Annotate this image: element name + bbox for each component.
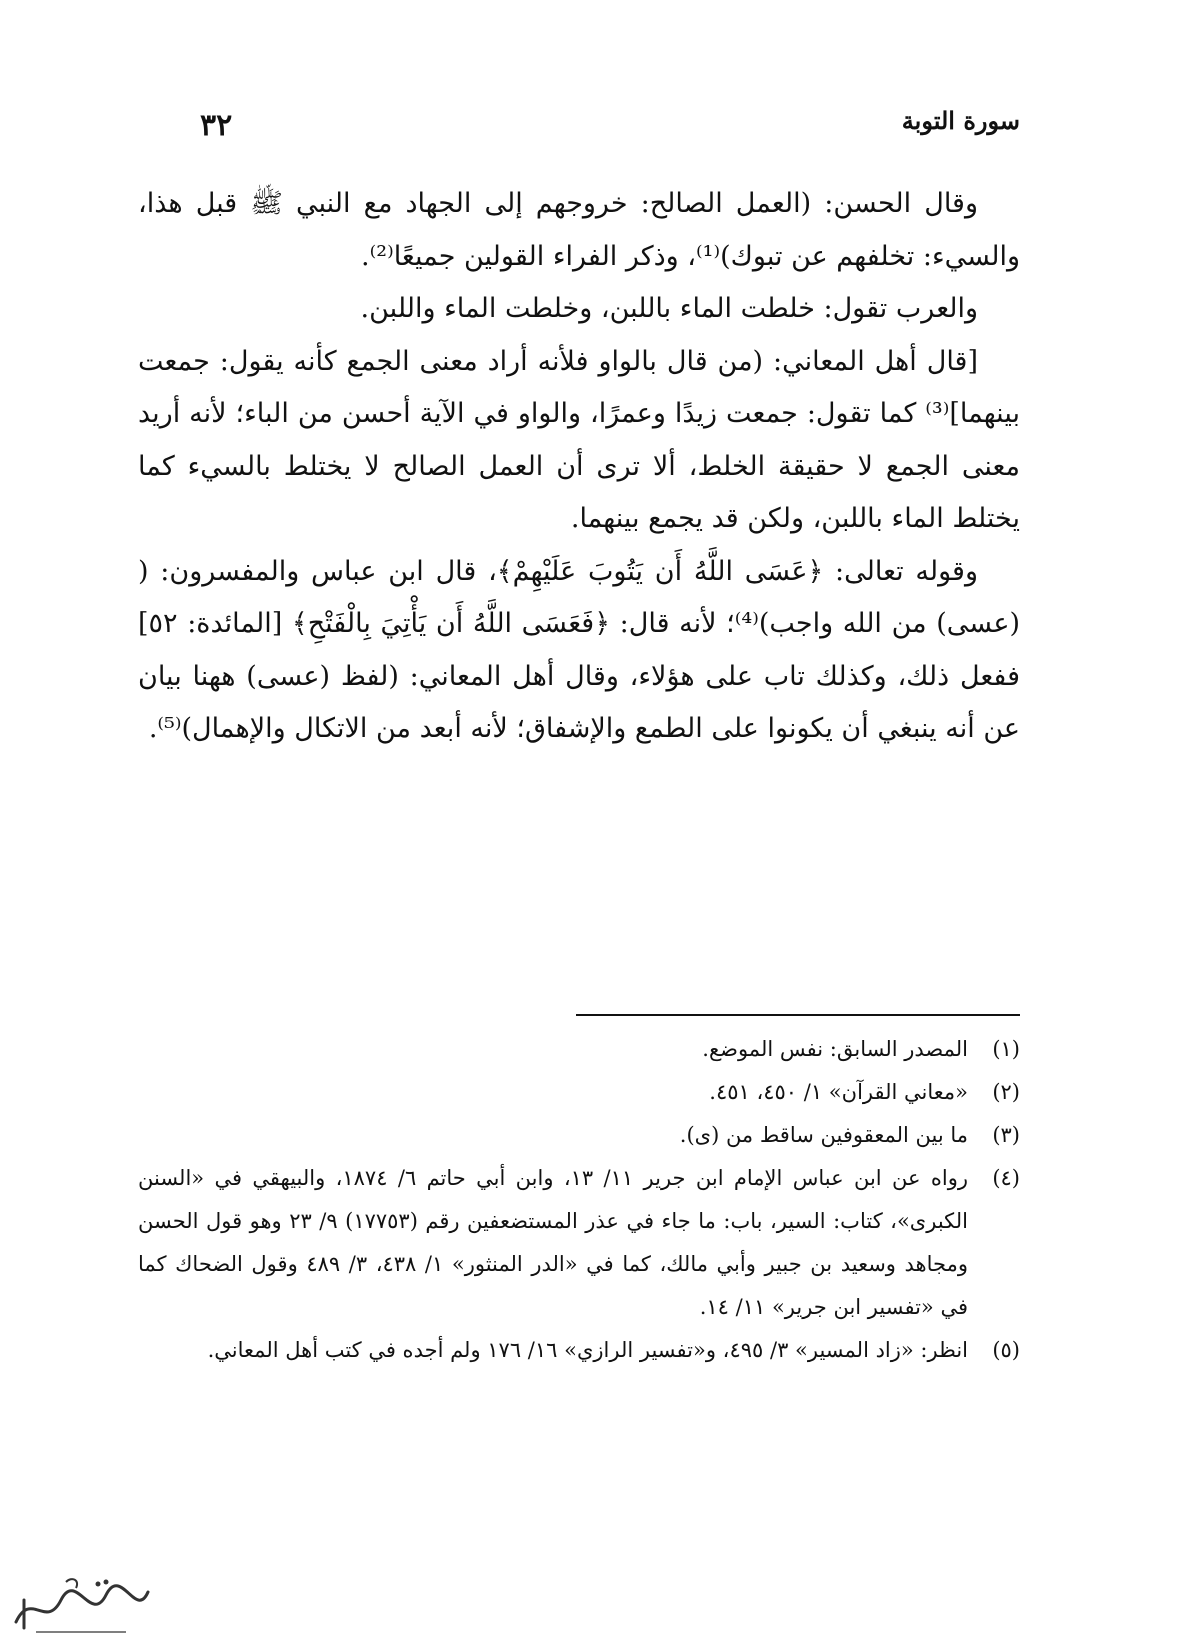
footnote (138, 1114, 1020, 1157)
footnote (138, 1157, 1020, 1329)
footnote-number: (٥) (992, 1338, 1020, 1362)
footnote-text: انظر: «زاد المسير» ٣/ ٤٩٥، و«تفسير الرازي» ١٦/ ١٧٦ ولم أجده في كتب أهل المعاني. (207, 1338, 968, 1362)
watermark-logo (6, 1570, 156, 1640)
footnote (138, 1071, 1020, 1114)
main-text (138, 178, 1020, 756)
footnote-number: (٣) (992, 1123, 1020, 1147)
footnote-text: رواه عن ابن عباس الإمام ابن جرير ١١/ ١٣، وابن أبي حاتم ٦/ ١٨٧٤، والبيهقي في «السنن الكبرى»، كتاب: السير، باب: ما جاء في عذر المستضعفين رقم (١٧٧٥٣) ٩/ ٢٣ وهو قول الحسن ومجاهد وسعيد بن جبير وأبي مالك، كما في «الدر المنثور» ١/ ٤٣٨، ٣/ ٤٨٩ وقول الضحاك كما في «تفسير ابن جرير» ١١/ ١٤. (138, 1166, 968, 1319)
footnote (138, 1329, 1020, 1372)
footnote-divider (576, 1014, 1020, 1016)
footnote-text: ما بين المعقوفين ساقط من (ى). (679, 1123, 968, 1147)
page-header (200, 100, 1020, 150)
footnote-number: (٢) (992, 1080, 1020, 1104)
footnote-number: (١) (992, 1037, 1020, 1061)
running-title: سورة التوبة (901, 106, 1020, 135)
paragraph: وقوله تعالى: ﴿عَسَى اللَّهُ أَن يَتُوبَ عَلَيْهِمْ﴾، قال ابن عباس والمفسرون: ( (عسى) من الله واجب)⁽⁴⁾؛ لأنه قال: ﴿فَعَسَى اللَّهُ أَن يَأْتِيَ بِالْفَتْحِ﴾ [المائدة: ٥٢] ففعل ذلك، وكذلك تاب على هؤلاء، وقال أهل المعاني: (لفظ (عسى) ههنا بيان عن أنه ينبغي أن يكونوا على الطمع والإشفاق؛ لأنه أبعد من الاتكال والإهمال)⁽⁵⁾. (138, 555, 1020, 744)
paragraph: وقال الحسن: (العمل الصالح: خروجهم إلى الجهاد مع النبي ﷺ قبل هذا، والسيء: تخلفهم عن تبوك)⁽¹⁾، وذكر الفراء القولين جميعًا⁽²⁾. (138, 188, 1020, 272)
paragraph: والعرب تقول: خلطت الماء باللبن، وخلطت الماء واللبن. (360, 293, 978, 324)
footnote (138, 1028, 1020, 1071)
footnote-text: المصدر السابق: نفس الموضع. (702, 1037, 968, 1061)
footnotes (138, 1028, 1020, 1372)
footnote-number: (٤) (992, 1166, 1020, 1190)
page-number: ٣٢ (200, 108, 233, 143)
footnote-text: «معاني القرآن» ١/ ٤٥٠، ٤٥١. (709, 1080, 968, 1104)
paragraph: [قال أهل المعاني: (من قال بالواو فلأنه أراد معنى الجمع كأنه يقول: جمعت بينهما]⁽³⁾ كما تقول: جمعت زيدًا وعمرًا، والواو في الآية أحسن من الباء؛ لأنه أريد معنى الجمع لا حقيقة الخلط، ألا ترى أن العمل الصالح لا يختلط بالسيء كما يختلط الماء باللبن، ولكن قد يجمع بينهما. (138, 345, 1020, 534)
